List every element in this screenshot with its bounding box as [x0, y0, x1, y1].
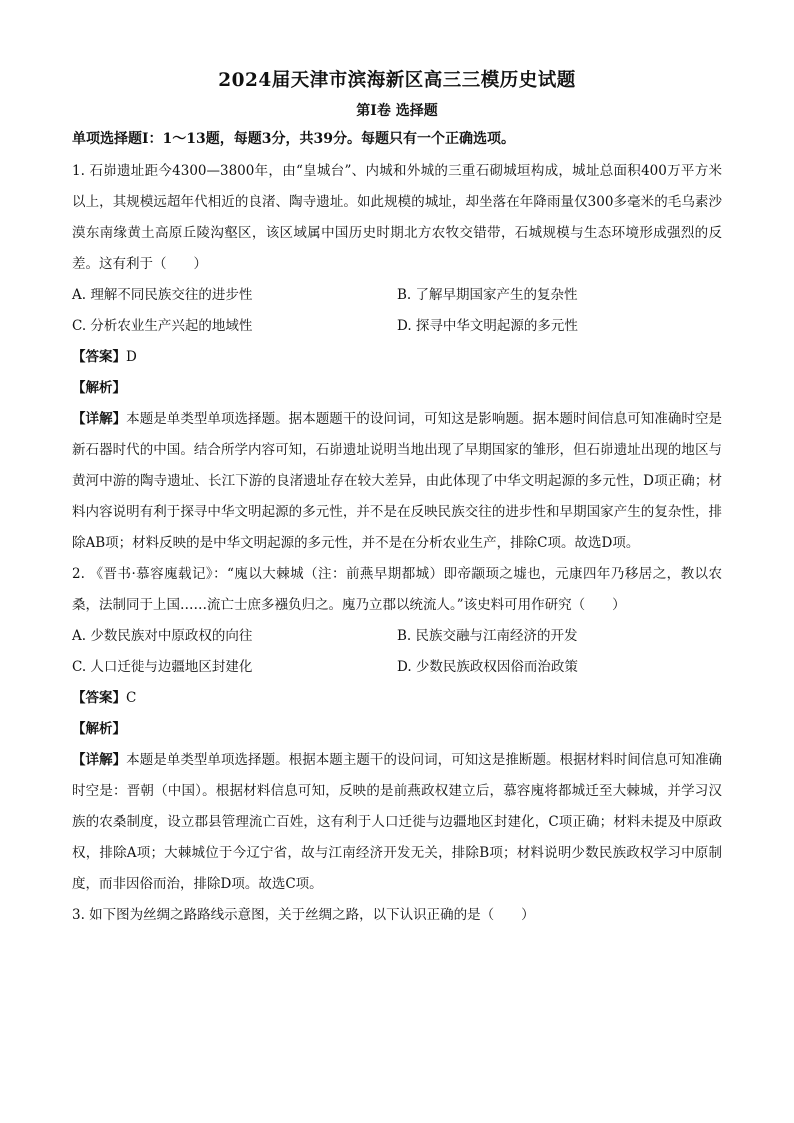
question-options [72, 621, 722, 683]
answer-tag: 【答案】 [72, 690, 126, 706]
analysis-tag: 【解析】 [72, 721, 126, 737]
question-2 [72, 559, 722, 900]
analysis-tag: 【解析】 [72, 380, 126, 396]
detail-text: 本题是单类型单项选择题。据本题题干的设问词，可知这是影响题。据本题时间信息可知准确时空是新石器时代的中国。结合所学内容可知，石峁遗址说明当地出现了早期国家的雏形，但石峁遗址出现的地区与黄河中游的陶寺遗址、长江下游的良渚遗址存在较大差异，由此体现了中华文明起源的多元性，D项正确；材料内容说明有利于探寻中华文明起源的多元性，并不是在反映民族交往的进步性和早期国家产生的复杂性，排除AB项；材料反映的是中华文明起源的多元性，并不是在分析农业生产，排除C项。故选D项。 [72, 411, 723, 551]
detail-paragraph [72, 745, 722, 900]
answer-value: D [126, 349, 137, 365]
option-a: A. 少数民族对中原政权的向往 [72, 628, 253, 644]
question-options [72, 280, 722, 342]
answer-line [72, 683, 722, 714]
option-c: C. 人口迁徙与边疆地区封建化 [72, 659, 253, 675]
question-3 [72, 900, 722, 931]
option-d: D. 探寻中华文明起源的多元性 [397, 318, 578, 334]
question-stem: 3. 如下图为丝绸之路路线示意图，关于丝绸之路，以下认识正确的是（ ） [72, 907, 535, 923]
detail-tag: 【详解】 [72, 752, 127, 768]
option-d: D. 少数民族政权因俗而治政策 [397, 659, 578, 675]
part-heading: 第Ⅰ卷 选择题 [356, 103, 438, 119]
detail-paragraph [72, 404, 722, 559]
section-instruction: 单项选择题Ⅰ：1～13题，每题3分，共39分。每题只有一个正确选项。 [72, 131, 515, 147]
option-b: B. 民族交融与江南经济的开发 [397, 628, 578, 644]
answer-line [72, 342, 722, 373]
document-page [72, 66, 722, 931]
answer-tag: 【答案】 [72, 349, 126, 365]
detail-text: 本题是单类型单项选择题。根据本题主题干的设问词，可知这是推断题。根据材料时间信息可知准确时空是：晋朝（中国）。根据材料信息可知，反映的是前燕政权建立后，慕容廆将都城迁至大棘城，并学习汉族的农桑制度，设立郡县管理流亡百姓，这有利于人口迁徙与边疆地区封建化，C项正确；材料未提及中原政权，排除A项；大棘城位于今辽宁省，故与江南经济开发无关，排除B项；材料说明少数民族政权学习中原制度，而非因俗而治，排除D项。故选C项。 [72, 752, 723, 892]
document-title: 2024届天津市滨海新区高三三模历史试题 [218, 70, 576, 91]
answer-value: C [126, 690, 137, 706]
question-stem: 1. 石峁遗址距今4300—3800年，由“皇城台”、内城和外城的三重石砌城垣构成，城址总面积400万平方米以上，其规模远超年代相近的良渚、陶寺遗址。如此规模的城址，却坐落在年降雨量仅300多毫米的毛乌素沙漠东南缘黄土高原丘陵沟壑区，该区域属中国历史时期北方农牧交错带，石城规模与生态环境形成强烈的反差。这有利于（ ） [72, 163, 722, 272]
option-a: A. 理解不同民族交往的进步性 [72, 287, 253, 303]
option-c: C. 分析农业生产兴起的地域性 [72, 318, 253, 334]
question-1 [72, 156, 722, 559]
question-stem: 2. 《晋书·慕容廆载记》：“廆以大棘城（注：前燕早期都城）即帝颛顼之墟也，元康四年乃移居之，教以农桑，法制同于上国……流亡士庶多襁负归之。廆乃立郡以统流人。”该史料可用作研究（ ） [72, 566, 722, 613]
option-b: B. 了解早期国家产生的复杂性 [397, 287, 578, 303]
detail-tag: 【详解】 [72, 411, 127, 427]
